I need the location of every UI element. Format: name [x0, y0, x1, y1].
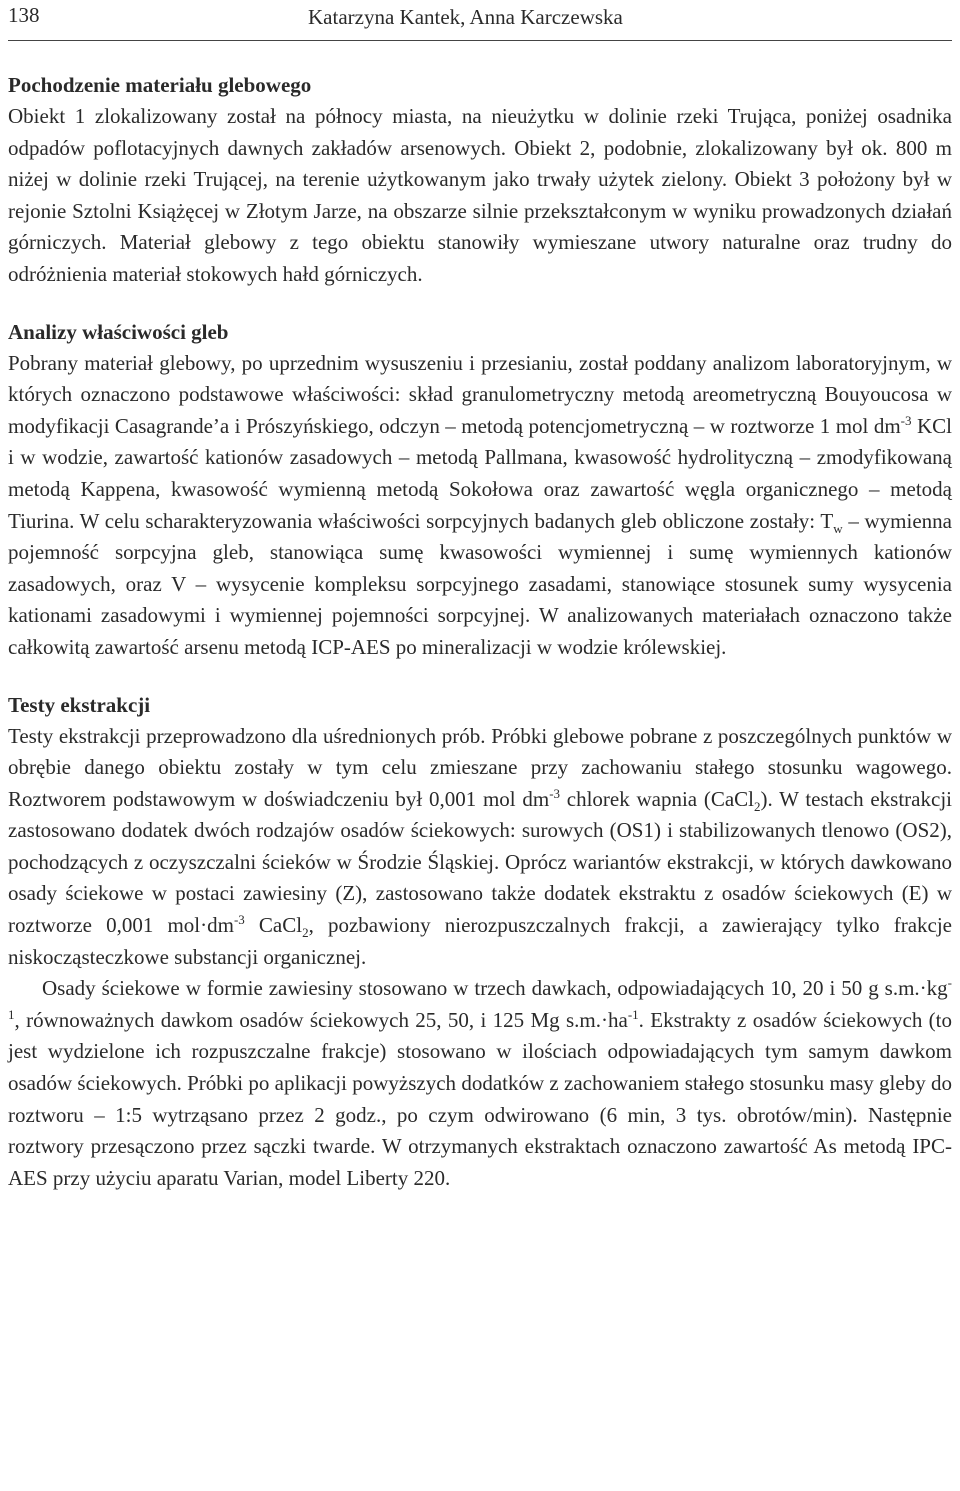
paragraph-text: – wymienna pojemność sorpcyjna gleb, stanowiąca sumę kwasowości wymiennej i sumę wymiennych kationów zasadowych, oraz V – wysycenie kompleksu sorpcyjnego zasadami, stanowiące stosunek sumy wysycenia kationami zasadowymi i wymiennej pojemności sorpcyjnej. W analizowanych materiałach oznaczono także całkowitą zawartość arsenu metodą ICP-AES po mineralizacji w wodzie królewskiej. — [8, 508, 952, 659]
paragraph-text: Obiekt 1 zlokalizowany został na północy miasta, na nieużytku w dolinie rzeki Trująca, poniżej osadnika odpadów poflotacyjnych dawnych zakładów arsenowych. Obiekt 2, podobnie, zlokalizowany był ok. 800 m niżej w dolinie rzeki Trującej, na terenie użytkowanym jako trwały użytek zielony. Obiekt 3 położony był w rejonie Sztolni Książęcej w Złotym Jarze, na obszarze silnie przekształconym w wyniku prowadzonych działań górniczych. Materiał glebowy z tego obiektu stanowiły wymieszane utwory naturalne oraz trudny do odróżnienia materiał stokowych hałd górniczych. — [8, 104, 952, 286]
section-soil-analysis — [8, 317, 952, 664]
paragraph-text: Pobrany materiał glebowy, po uprzednim wysuszeniu i przesianiu, został poddany analizom laboratoryjnym, w których oznaczono podstawowe właściwości: skład granulometryczny metodą areometryczną Bouyoucosa w modyfikacji Casagrande’a i Prószyńskiego, odczyn – metodą potencjometryczną – w roztworze 1 mol dm — [8, 350, 952, 438]
paragraph-text: , pozbawiony nierozpuszczalnych frakcji, a zawierający tylko frakcje niskocząsteczkowe substancji organicznej. — [8, 913, 953, 969]
paragraph — [8, 348, 952, 664]
subscript: 2 — [302, 925, 309, 941]
paragraph-text: ). W testach ekstrakcji zastosowano dodatek dwóch rodzajów osadów ściekowych: surowych (OS1) i stabilizowanych tlenowo (OS2), pochodzących z oczyszczalni ścieków w Środzie Śląskiej. Oprócz wariantów ekstrakcji, w których dawkowano osady ściekowe w postaci zawiesiny (Z), zastosowano także dodatek ekstraktu z osadów ściekowych (E) w roztworze 0,001 mol·dm — [8, 786, 952, 938]
superscript: -1 — [627, 1006, 639, 1022]
paragraph-text: CaCl — [244, 913, 303, 938]
section-heading: Testy ekstrakcji — [8, 692, 151, 717]
paragraph-text: Osady ściekowe w formie zawiesiny stosowano w trzech dawkach, odpowiadających 10, 20 i 50 g s.m.·kg — [42, 976, 948, 1001]
paragraph-text: , równoważnych dawkom osadów ściekowych 25, 50, i 125 Mg s.m.·ha — [14, 1007, 628, 1032]
superscript: -3 — [233, 912, 245, 928]
section-heading: Pochodzenie materiału glebowego — [8, 73, 312, 97]
paragraph-text: Testy ekstrakcji przeprowadzono dla uśrednionych prób. Próbki glebowe pobrane z poszczególnych punktów w obrębie danego obiektu zostały w tym celu zmieszane przy zachowaniu stałego stosunku wagowego. Roztworem podstawowym w doświadczeniu był 0,001 mol dm — [8, 723, 952, 811]
subscript: 2 — [754, 798, 761, 814]
section-extraction-tests — [8, 690, 952, 1195]
superscript: -1 — [8, 975, 952, 1022]
superscript: -3 — [549, 785, 561, 801]
page-body — [8, 70, 952, 1220]
superscript: -3 — [900, 412, 912, 428]
subscript: w — [833, 520, 843, 536]
paragraph — [8, 721, 952, 974]
section-heading: Analizy właściwości gleb — [8, 319, 229, 344]
paragraph — [8, 101, 952, 291]
running-head: Katarzyna Kantek, Anna Karczewska — [308, 5, 623, 29]
page-header — [8, 0, 952, 41]
paragraph — [8, 973, 952, 1194]
page-number: 138 — [8, 3, 40, 27]
paragraph-text: . Ekstrakty z osadów ściekowych (to jest wydzielone ich rozpuszczalne frakcje) stosowano w ilościach odpowiadających tym samym dawkom osadów ściekowych. Próbki po aplikacji powyższych dodatków z zachowaniem stałego stosunku masy gleby do roztworu – 1:5 wytrząsano przez 2 godz., po czym odwirowano (6 min, 3 tys. obrotów/min). Następnie roztwory przesączono przez sączki twarde. W otrzymanych ekstraktach oznaczono zawartość As metodą IPC-AES przy użyciu aparatu Varian, model Liberty 220. — [8, 1007, 952, 1190]
paragraph-text: KCl i w wodzie, zawartość kationów zasadowych – metodą Pallmana, kwasowość hydrolityczną – zmodyfikowaną metodą Kappena, kwasowość wymienną metodą Sokołowa oraz zawartość węgla organicznego – metodą Tiurina. W celu scharakteryzowania właściwości sorpcyjnych badanych gleb obliczone zostały: T — [8, 413, 952, 533]
section-soil-origin — [8, 70, 952, 291]
paragraph-text: chlorek wapnia (CaCl — [560, 786, 755, 811]
